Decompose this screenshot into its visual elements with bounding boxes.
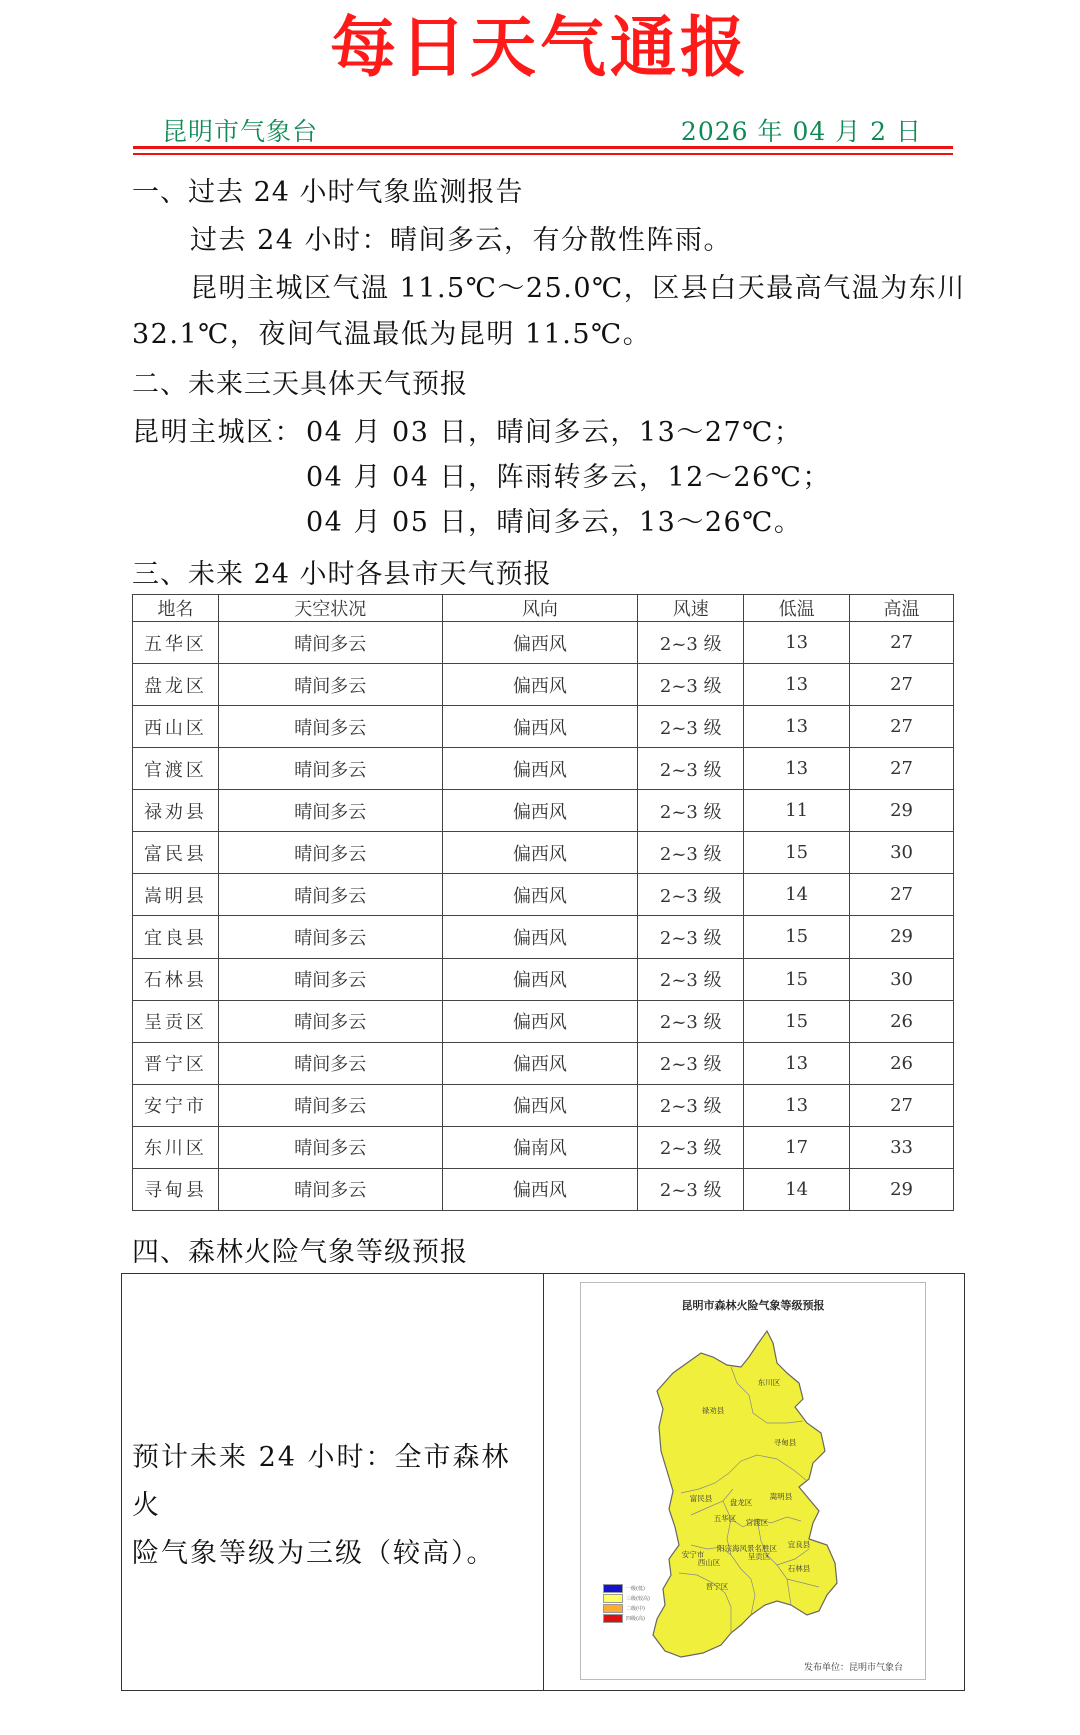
table-cell: 2~3 级 [638,664,744,706]
table-cell: 晴间多云 [218,832,442,874]
section2-heading: 二、未来三天具体天气预报 [132,369,468,400]
legend-label: 三级(较高) [626,1595,650,1602]
table-row [133,1168,954,1210]
table-cell: 26 [850,1042,954,1084]
table-cell: 29 [850,1168,954,1210]
table-cell: 呈贡区 [133,1000,219,1042]
table-cell: 偏西风 [442,958,638,1000]
map-footer: 发布单位：昆明市气象台 [803,1663,903,1673]
legend-swatch [603,1604,623,1613]
section1-heading: 一、过去 24 小时气象监测报告 [132,177,524,208]
table-cell: 晋宁区 [133,1042,219,1084]
table-row [133,874,954,916]
table-cell: 29 [850,790,954,832]
table-cell: 晴间多云 [218,790,442,832]
table-cell: 偏西风 [442,706,638,748]
table-cell: 2~3 级 [638,1042,744,1084]
table-cell: 2~3 级 [638,1084,744,1126]
table-row [133,1084,954,1126]
table-cell: 晴间多云 [218,1042,442,1084]
legend-item [603,1613,650,1623]
table-cell: 30 [850,958,954,1000]
table-cell: 27 [850,664,954,706]
legend-item [603,1583,650,1593]
table-cell: 寻甸县 [133,1168,219,1210]
table-cell: 26 [850,1000,954,1042]
table-cell: 偏西风 [442,1168,638,1210]
table-cell: 13 [744,622,850,664]
table-cell: 27 [850,1084,954,1126]
table-cell: 2~3 级 [638,916,744,958]
table-cell: 2~3 级 [638,958,744,1000]
table-cell: 偏西风 [442,874,638,916]
table-header-row [133,595,954,622]
table-cell: 15 [744,958,850,1000]
legend-swatch [603,1584,623,1593]
table-cell: 13 [744,1084,850,1126]
panel-divider [543,1274,544,1690]
table-cell: 五华区 [133,622,219,664]
table-cell: 晴间多云 [218,748,442,790]
table-cell: 安宁市 [133,1084,219,1126]
table-cell: 13 [744,706,850,748]
table-cell: 偏西风 [442,1000,638,1042]
table-cell: 偏南风 [442,1126,638,1168]
table-cell: 15 [744,1000,850,1042]
table-cell: 15 [744,832,850,874]
table-cell: 官渡区 [133,748,219,790]
column-header: 天空状况 [218,595,442,622]
table-cell: 石林县 [133,958,219,1000]
table-cell: 27 [850,706,954,748]
table-cell: 2~3 级 [638,748,744,790]
column-header: 地名 [133,595,219,622]
legend-label: 二级(中) [626,1605,645,1612]
table-cell: 偏西风 [442,622,638,664]
map-district-label: 嵩明县 [769,1492,793,1501]
legend-item [603,1593,650,1603]
forecast-area-label: 昆明主城区： [132,417,303,448]
legend-item [603,1603,650,1613]
header-rule-thin [133,153,953,155]
table-cell: 偏西风 [442,1042,638,1084]
table-cell: 29 [850,916,954,958]
table-cell: 2~3 级 [638,874,744,916]
table-cell: 晴间多云 [218,874,442,916]
table-cell: 晴间多云 [218,1168,442,1210]
section1-temp-line2: 32.1℃，夜间气温最低为昆明 11.5℃。 [132,319,652,350]
table-cell: 偏西风 [442,664,638,706]
fire-risk-text-line2: 险气象等级为三级（较高）。 [132,1538,496,1569]
table-cell: 盘龙区 [133,664,219,706]
map-district-label: 官渡区 [745,1518,769,1527]
table-cell: 15 [744,916,850,958]
forecast-day-2: 04 月 04 日，阵雨转多云，12～26℃； [306,462,831,493]
table-cell: 2~3 级 [638,832,744,874]
legend-swatch [603,1594,623,1603]
map-district-label: 禄劝县 [701,1406,725,1415]
table-row [133,1000,954,1042]
table-cell: 33 [850,1126,954,1168]
legend-swatch [603,1614,623,1623]
table-cell: 东川区 [133,1126,219,1168]
table-cell: 偏西风 [442,790,638,832]
table-cell: 富民县 [133,832,219,874]
section4-heading: 四、森林火险气象等级预报 [132,1237,468,1268]
table-cell: 晴间多云 [218,1084,442,1126]
forecast-day-3: 04 月 05 日，晴间多云，13～26℃。 [306,507,803,538]
column-header: 风向 [442,595,638,622]
map-title: 昆明市森林火险气象等级预报 [681,1299,825,1312]
map-district-label: 呈贡区 [747,1552,771,1561]
map-district-label: 富民县 [689,1494,713,1503]
table-cell: 晴间多云 [218,1000,442,1042]
map-district-label: 安宁市 [681,1550,705,1559]
kunming-region-shape [653,1331,837,1657]
column-header: 风速 [638,595,744,622]
table-cell: 27 [850,622,954,664]
table-row [133,1042,954,1084]
table-cell: 嵩明县 [133,874,219,916]
map-district-label: 盘龙区 [729,1498,753,1507]
report-date: 2026 年 04 月 2 日 [680,117,922,146]
table-row [133,916,954,958]
table-cell: 13 [744,664,850,706]
map-district-label: 晋宁区 [705,1582,729,1591]
table-cell: 30 [850,832,954,874]
map-district-label: 东川区 [757,1378,781,1387]
map-district-label: 寻甸县 [773,1438,797,1447]
issuer-name: 昆明市气象台 [162,117,319,146]
table-cell: 晴间多云 [218,664,442,706]
table-cell: 晴间多云 [218,622,442,664]
column-header: 高温 [850,595,954,622]
table-row [133,832,954,874]
table-row [133,958,954,1000]
table-cell: 2~3 级 [638,1168,744,1210]
map-district-label: 五华区 [713,1514,737,1523]
table-cell: 晴间多云 [218,706,442,748]
table-cell: 27 [850,874,954,916]
fire-risk-text [132,1434,532,1578]
table-cell: 偏西风 [442,748,638,790]
table-cell: 2~3 级 [638,1000,744,1042]
table-row [133,664,954,706]
legend-label: 一级(低) [626,1585,645,1592]
map-district-label: 石林县 [787,1564,811,1573]
table-cell: 宜良县 [133,916,219,958]
map-legend [603,1583,650,1623]
map-district-label: 宜良县 [787,1540,811,1549]
table-cell: 偏西风 [442,832,638,874]
table-cell: 禄劝县 [133,790,219,832]
column-header: 低温 [744,595,850,622]
section1-temp-line1: 昆明主城区气温 11.5℃～25.0℃，区县白天最高气温为东川 [190,273,966,304]
table-row [133,790,954,832]
table-cell: 2~3 级 [638,622,744,664]
table-cell: 13 [744,748,850,790]
header-rule-thick [133,146,953,149]
table-row [133,706,954,748]
table-cell: 2~3 级 [638,1126,744,1168]
fire-risk-map [580,1282,926,1680]
table-cell: 13 [744,1042,850,1084]
fire-risk-text-line1: 预计未来 24 小时：全市森林火 [132,1442,511,1521]
map-district-label: 阳宗海风景名胜区 [717,1544,777,1553]
table-cell: 14 [744,874,850,916]
section1-summary: 过去 24 小时：晴间多云，有分散性阵雨。 [190,225,733,256]
table-cell: 17 [744,1126,850,1168]
map-district-label: 西山区 [697,1558,721,1567]
table-row [133,622,954,664]
legend-label: 四级(高) [626,1615,645,1622]
table-cell: 西山区 [133,706,219,748]
table-cell: 2~3 级 [638,706,744,748]
table-cell: 2~3 级 [638,790,744,832]
table-row [133,748,954,790]
table-cell: 晴间多云 [218,958,442,1000]
table-cell: 27 [850,748,954,790]
table-cell: 晴间多云 [218,1126,442,1168]
report-title: 每日天气通报 [330,8,750,86]
forecast-day-1: 04 月 03 日，晴间多云，13～27℃； [306,417,803,448]
table-cell: 晴间多云 [218,916,442,958]
table-row [133,1126,954,1168]
county-forecast-table [132,594,954,1211]
section3-heading: 三、未来 24 小时各县市天气预报 [132,559,552,590]
table-cell: 偏西风 [442,916,638,958]
fire-risk-panel [121,1273,965,1691]
table-cell: 14 [744,1168,850,1210]
table-cell: 11 [744,790,850,832]
table-cell: 偏西风 [442,1084,638,1126]
